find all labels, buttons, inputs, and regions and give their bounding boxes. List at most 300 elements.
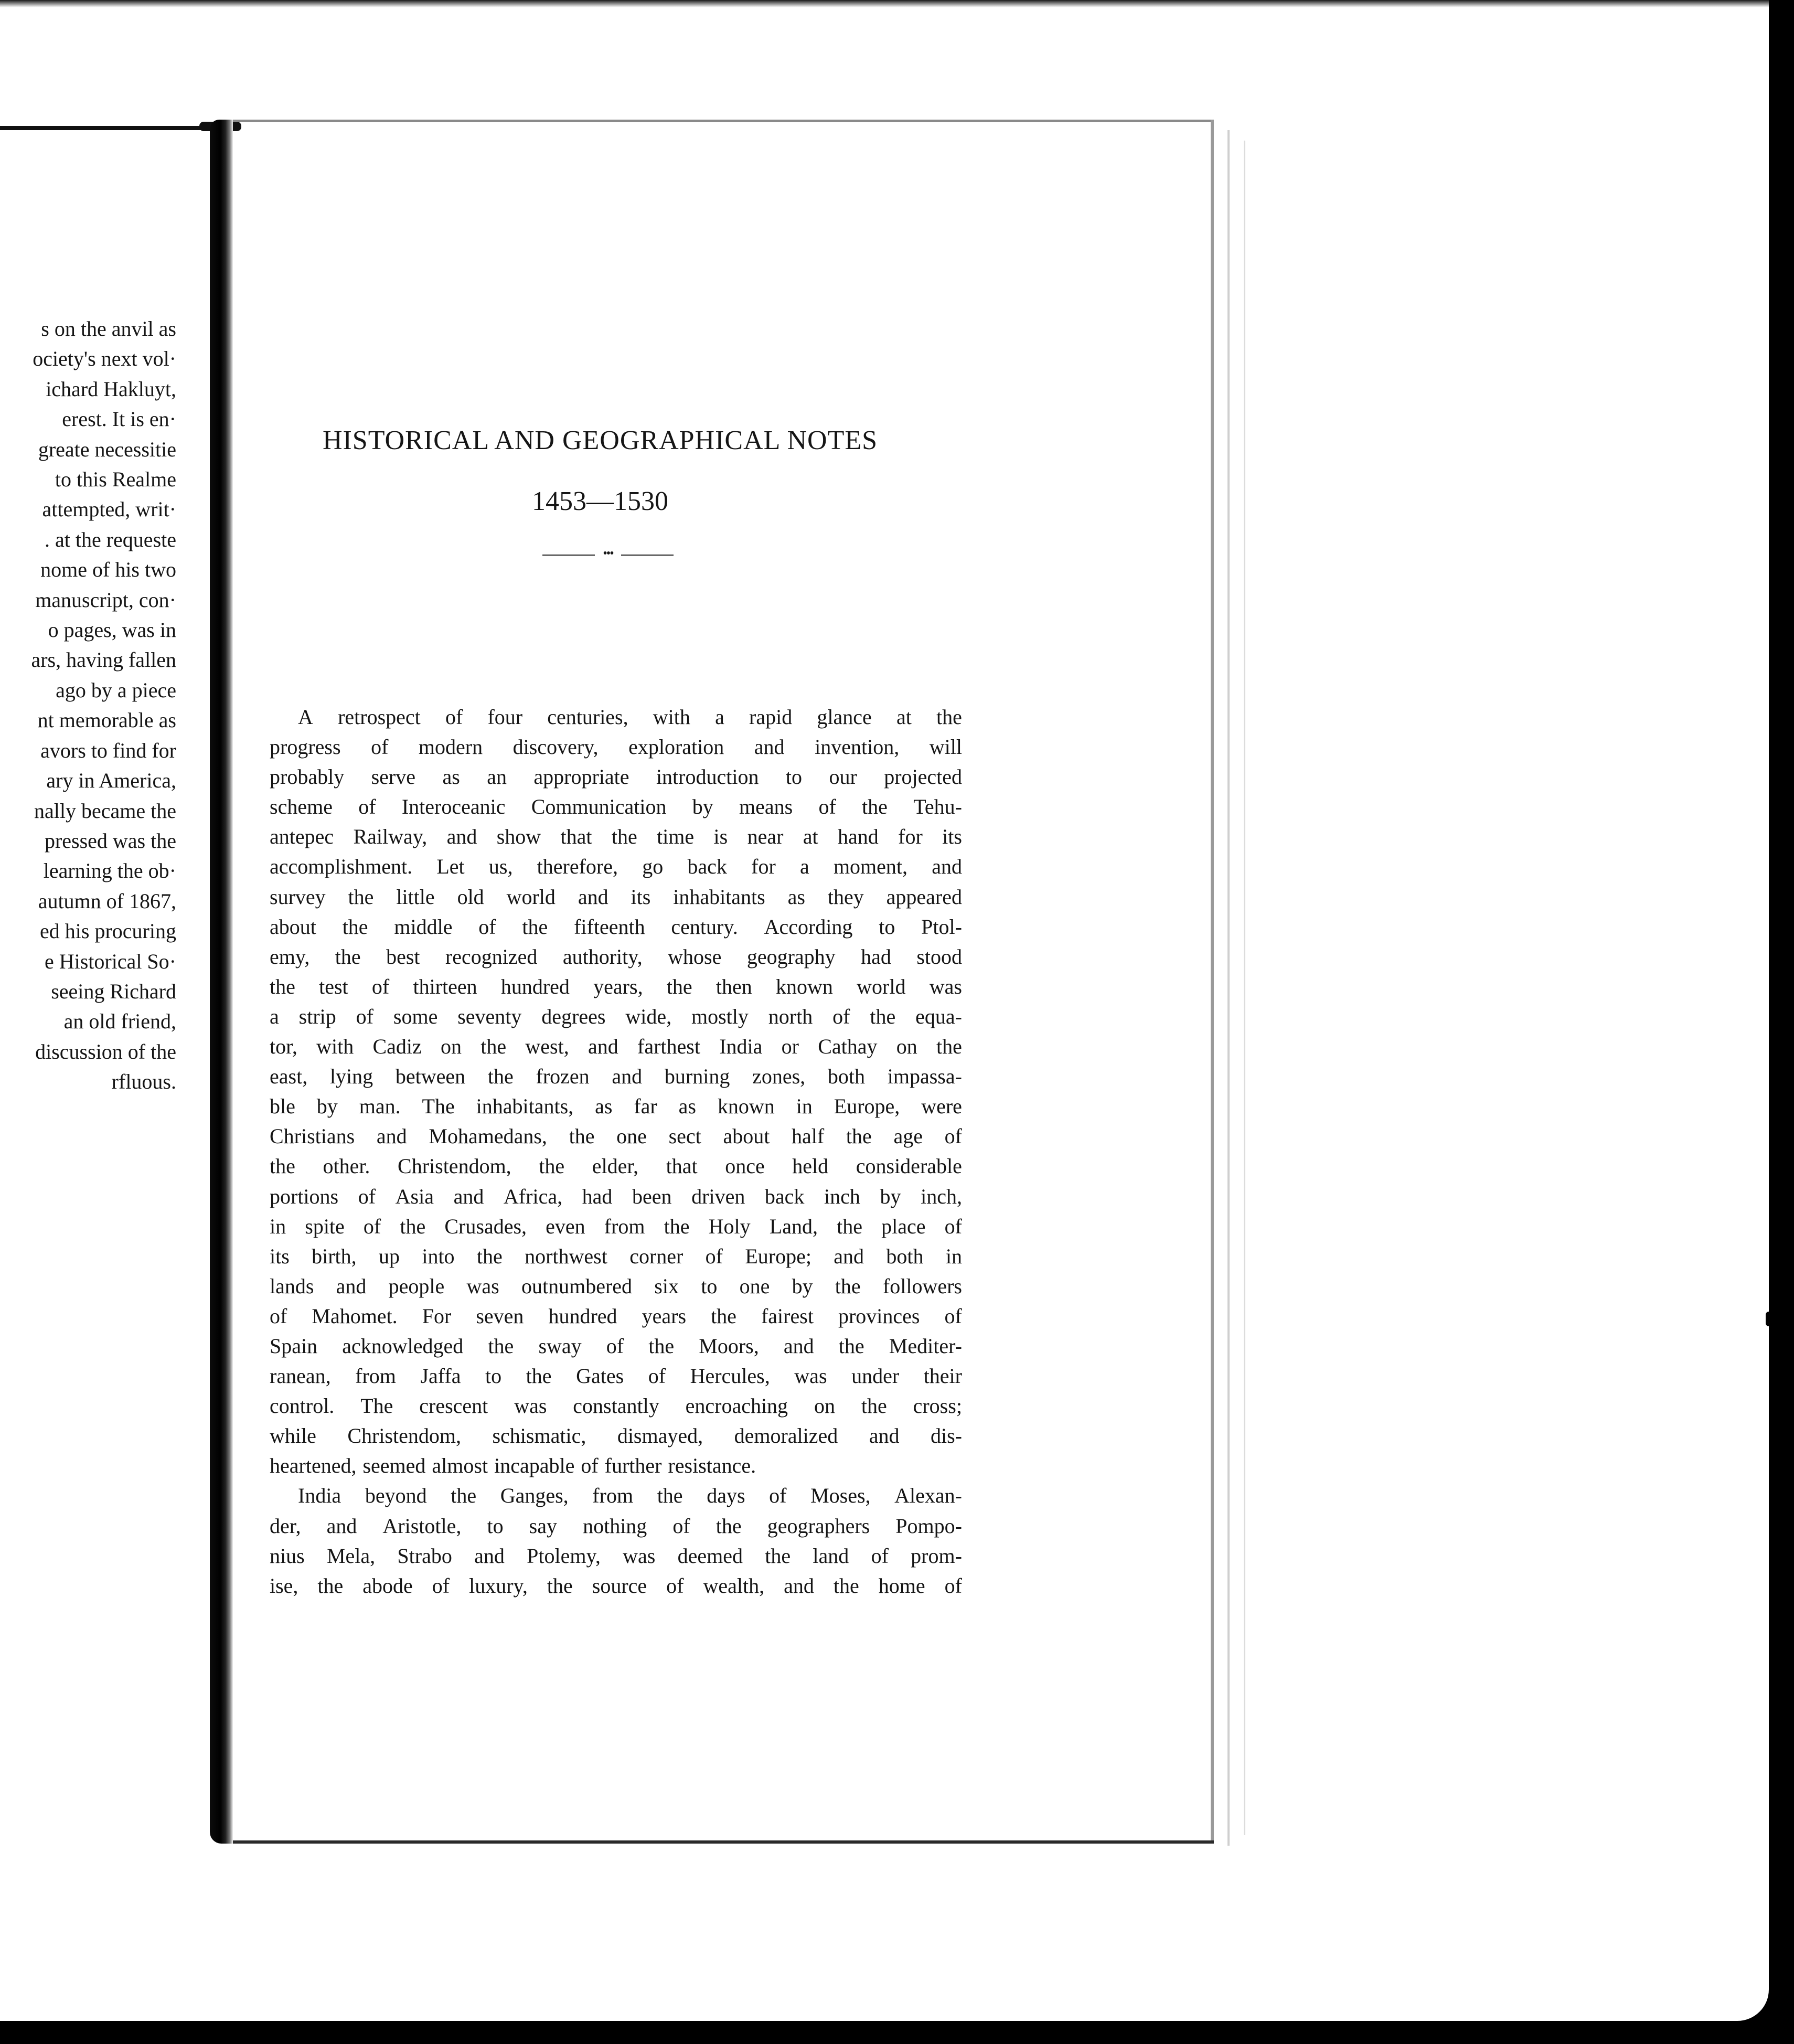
word: antepec	[270, 825, 334, 849]
word: century.	[671, 914, 738, 939]
word: the	[342, 914, 368, 939]
word: inch,	[921, 1184, 962, 1208]
word: hundred	[500, 974, 570, 998]
word: us,	[488, 855, 513, 879]
word: wealth,	[703, 1573, 765, 1598]
word: of	[944, 1573, 962, 1598]
word: Moors,	[699, 1334, 759, 1358]
word: from	[604, 1214, 645, 1238]
word: northwest	[525, 1244, 607, 1268]
word: on	[814, 1394, 835, 1418]
word: of	[944, 1304, 962, 1328]
word: Hercules,	[690, 1364, 770, 1388]
text-line	[270, 702, 962, 732]
word: burning	[664, 1064, 730, 1089]
word: was	[623, 1543, 656, 1568]
word: nius	[270, 1543, 305, 1568]
ornament-rule-left	[542, 555, 595, 556]
word: of	[672, 1514, 690, 1538]
word: India	[298, 1484, 341, 1508]
word: of	[705, 1244, 723, 1268]
word: the	[488, 1334, 514, 1358]
text-line	[270, 1091, 962, 1121]
word: the	[664, 1214, 690, 1238]
word: wide,	[625, 1004, 672, 1028]
word: and	[869, 1424, 900, 1448]
word: of	[356, 1004, 373, 1028]
word: years	[642, 1304, 687, 1328]
word: the	[522, 914, 548, 939]
title-ornament	[542, 547, 674, 560]
word: Christians	[270, 1124, 355, 1148]
word: Gates	[576, 1364, 624, 1388]
word: as	[678, 1094, 696, 1119]
word: in	[270, 1214, 286, 1238]
word: ble	[270, 1094, 295, 1119]
word: the	[833, 1573, 859, 1598]
word: centuries,	[547, 705, 628, 729]
word: introduction	[656, 765, 759, 789]
word: For	[422, 1304, 452, 1328]
word: the	[862, 795, 888, 819]
word: farthest	[637, 1035, 700, 1059]
text-line	[270, 1271, 962, 1301]
word: Interoceanic	[401, 795, 506, 819]
text-line	[270, 1151, 962, 1181]
word: of	[432, 1573, 450, 1598]
word: at	[803, 825, 818, 849]
word: Mahomet.	[312, 1304, 398, 1328]
word: by	[316, 1094, 338, 1119]
word: exploration	[628, 735, 724, 759]
left-page-line: discussion of the	[35, 1039, 176, 1063]
word: and	[578, 885, 608, 909]
word: our	[829, 765, 857, 789]
text-line	[270, 1211, 962, 1241]
word: by	[692, 795, 713, 819]
word: deemed	[677, 1543, 743, 1568]
word: means	[739, 795, 793, 819]
chapter-years: 1453—1530	[532, 486, 668, 516]
page-top-edge	[233, 120, 1214, 122]
word: geography	[746, 944, 836, 968]
left-page-line: ichard Hakluyt,	[46, 377, 176, 401]
word: of	[944, 1214, 962, 1238]
word: elder,	[592, 1154, 639, 1178]
word: of	[648, 1364, 666, 1388]
word: hand	[838, 825, 879, 849]
word: of	[832, 1004, 850, 1028]
text-line	[270, 972, 962, 1002]
word: the	[838, 1334, 864, 1358]
word: Pompo-	[895, 1514, 962, 1538]
word: of	[666, 1573, 684, 1598]
word: people	[388, 1274, 445, 1298]
word: on	[441, 1035, 462, 1059]
word: further	[604, 1454, 662, 1478]
word: from	[355, 1364, 396, 1388]
word: some	[393, 1004, 438, 1028]
word: Ptol-	[921, 914, 962, 939]
word: the	[400, 1214, 426, 1238]
word: little	[396, 885, 435, 909]
word: held	[792, 1154, 829, 1178]
word: portions	[270, 1184, 339, 1208]
left-page-line: learning the ob·	[43, 859, 176, 883]
word: Strabo	[397, 1543, 452, 1568]
word: home	[878, 1573, 925, 1598]
word: the	[936, 1035, 962, 1059]
page-right-edge	[1211, 120, 1214, 1844]
left-page-text	[31, 314, 176, 1097]
text-line	[270, 1571, 962, 1601]
word: der,	[270, 1514, 301, 1538]
word: an	[487, 765, 507, 789]
word: survey	[270, 885, 326, 909]
word: Christendom,	[398, 1154, 511, 1178]
word: the	[861, 1394, 887, 1418]
word: west,	[525, 1035, 569, 1059]
word: provinces	[838, 1304, 920, 1328]
word: up	[379, 1244, 400, 1268]
left-page-line: an old friend,	[63, 1009, 176, 1034]
word: time	[657, 825, 695, 849]
text-line	[270, 732, 962, 762]
word: seven	[476, 1304, 524, 1328]
word: A	[298, 705, 313, 729]
word: test	[319, 974, 348, 998]
word: the	[317, 1573, 344, 1598]
page-bottom-edge	[233, 1840, 1214, 1844]
text-line	[270, 942, 962, 972]
word: of	[445, 705, 463, 729]
word: of	[818, 795, 836, 819]
word: the	[765, 1543, 791, 1568]
word: emy,	[270, 944, 310, 968]
left-page-top-rule	[0, 126, 210, 130]
ornament-dots: •••	[603, 547, 613, 560]
word: on	[896, 1035, 917, 1059]
left-page-line: pressed was the	[44, 828, 176, 853]
word: the	[666, 974, 692, 998]
word: degrees	[541, 1004, 606, 1028]
text-line	[270, 792, 962, 822]
word: will	[929, 735, 962, 759]
word: the	[487, 1064, 514, 1089]
text-line	[270, 882, 962, 912]
word: its	[942, 825, 962, 849]
word: geographers	[767, 1514, 870, 1538]
word: Communication	[531, 795, 667, 819]
word: as	[787, 885, 805, 909]
word: control.	[270, 1394, 335, 1418]
word: six	[654, 1274, 679, 1298]
word: of	[270, 1304, 287, 1328]
word: the	[451, 1484, 477, 1508]
left-page-line: rfluous.	[111, 1070, 176, 1094]
text-line	[270, 1511, 962, 1541]
word: whose	[668, 944, 722, 968]
word: cross;	[913, 1394, 962, 1418]
word: encroaching	[685, 1394, 788, 1418]
word: accomplishment.	[270, 855, 413, 879]
word: seventy	[457, 1004, 522, 1028]
word: its	[270, 1244, 290, 1268]
word: Let	[436, 855, 465, 879]
word: prom-	[911, 1543, 962, 1568]
left-page-line: avors to find for	[40, 738, 176, 762]
word: that	[560, 825, 592, 849]
word: seemed	[362, 1454, 426, 1478]
word: recognized	[445, 944, 538, 968]
word: progress	[270, 735, 341, 759]
word: with	[316, 1035, 354, 1059]
left-page-line: erest. It is en·	[62, 407, 176, 431]
word: place	[881, 1214, 926, 1238]
left-page-line: e Historical So·	[44, 949, 176, 973]
word: invention,	[815, 735, 900, 759]
word: lands	[270, 1274, 314, 1298]
text-line	[270, 1331, 962, 1361]
word: and	[474, 1543, 505, 1568]
right-page	[233, 120, 1214, 1844]
word: dis-	[930, 1424, 962, 1448]
word: man.	[359, 1094, 401, 1119]
word: of	[581, 1454, 599, 1478]
word: and	[453, 1184, 484, 1208]
left-page-line: autumn of 1867,	[38, 889, 176, 913]
word: their	[923, 1364, 962, 1388]
word: demoralized	[734, 1424, 838, 1448]
word: or	[781, 1035, 799, 1059]
ornament-rule-right	[621, 555, 674, 556]
word: crescent	[419, 1394, 488, 1418]
word: and	[612, 1064, 643, 1089]
left-page-line: ociety's next vol·	[33, 347, 176, 371]
word: best	[386, 944, 420, 968]
word: dismayed,	[617, 1424, 703, 1448]
word: acknowledged	[342, 1334, 464, 1358]
word: the	[870, 1004, 896, 1028]
left-page-line: seeing Richard	[51, 979, 176, 1003]
word: Ganges,	[500, 1484, 569, 1508]
word: lying	[329, 1064, 373, 1089]
word: sect	[668, 1124, 701, 1148]
page-stack-edge	[1227, 130, 1230, 1846]
word: appeared	[886, 885, 962, 909]
word: while	[270, 1424, 316, 1448]
word: were	[921, 1094, 962, 1119]
word: serve	[371, 765, 416, 789]
word: Mohamedans,	[429, 1124, 547, 1148]
text-line	[270, 1451, 962, 1481]
word: Crusades,	[444, 1214, 527, 1238]
word: of	[358, 795, 376, 819]
word: of	[944, 1124, 962, 1148]
word: therefore,	[537, 855, 618, 879]
word: The	[360, 1394, 393, 1418]
left-page-line: o pages, was in	[48, 618, 176, 642]
word: Cathay	[818, 1035, 878, 1059]
word: corner	[629, 1244, 684, 1268]
word: known	[776, 974, 833, 998]
word: was	[929, 974, 962, 998]
word: that	[666, 1154, 698, 1178]
word: authority,	[562, 944, 643, 968]
left-page-line: manuscript, con·	[35, 588, 176, 612]
body-text	[270, 702, 962, 1601]
word: both	[886, 1244, 924, 1268]
word: for	[751, 855, 776, 879]
word: land	[813, 1543, 849, 1568]
word: the	[526, 1364, 552, 1388]
word: both	[827, 1064, 865, 1089]
word: go	[642, 855, 664, 879]
text-line	[270, 1541, 962, 1571]
word: the	[480, 1035, 507, 1059]
word: in	[945, 1244, 962, 1268]
word: back	[764, 1184, 805, 1208]
word: the	[569, 1124, 595, 1148]
text-line	[270, 1031, 962, 1061]
text-line	[270, 1181, 962, 1211]
word: of	[358, 1184, 376, 1208]
word: the	[711, 1304, 736, 1328]
word: with	[653, 705, 690, 729]
chapter-title: HISTORICAL AND GEOGRAPHICAL NOTES	[322, 425, 878, 455]
left-page-line: ars, having fallen	[31, 648, 176, 672]
word: the	[657, 1484, 683, 1508]
word: then	[716, 974, 752, 998]
text-line	[270, 1002, 962, 1031]
word: fifteenth	[574, 914, 645, 939]
left-page-line: greate necessitie	[38, 437, 176, 461]
word: of	[606, 1334, 624, 1358]
word: birth,	[312, 1244, 357, 1268]
word: the	[270, 1154, 295, 1178]
word: half	[792, 1124, 825, 1148]
word: even	[546, 1214, 585, 1238]
word: show	[496, 825, 541, 849]
text-line	[270, 1421, 962, 1451]
text-line	[270, 1121, 962, 1151]
word: Mediter-	[889, 1334, 962, 1358]
word: a	[715, 705, 724, 729]
word: and	[588, 1035, 618, 1059]
word: equa-	[915, 1004, 962, 1028]
word: and	[784, 1573, 814, 1598]
word: far	[634, 1094, 657, 1119]
word: into	[422, 1244, 455, 1268]
word: tor,	[270, 1035, 297, 1059]
word: inch	[824, 1184, 860, 1208]
word: the	[837, 1214, 862, 1238]
word: and	[446, 825, 477, 849]
left-page-line: s on the anvil as	[41, 317, 176, 340]
word: modern	[418, 735, 483, 759]
word: from	[592, 1484, 634, 1508]
word: world	[506, 885, 556, 909]
word: a	[799, 855, 809, 879]
word: north	[768, 1004, 813, 1028]
text-line	[270, 1391, 962, 1421]
word: the	[348, 885, 374, 909]
word: Jaffa	[420, 1364, 461, 1388]
word: once	[725, 1154, 765, 1178]
word: about	[723, 1124, 770, 1148]
word: source	[592, 1573, 647, 1598]
word: strip	[298, 1004, 336, 1028]
word: the	[648, 1334, 675, 1358]
page-stack-edge	[1244, 141, 1245, 1835]
left-page-line: nally became the	[34, 799, 176, 823]
word: they	[827, 885, 864, 909]
word: was	[466, 1274, 499, 1298]
text-line	[270, 822, 962, 851]
book-gutter	[210, 120, 233, 1844]
word: Europe;	[745, 1244, 811, 1268]
word: Railway,	[353, 825, 428, 849]
word: known	[717, 1094, 775, 1119]
word: Alexan-	[894, 1484, 962, 1508]
word: constantly	[573, 1394, 659, 1418]
word: Holy	[708, 1214, 751, 1238]
word: driven	[691, 1184, 745, 1208]
word: near	[747, 825, 784, 849]
word: Mela,	[326, 1543, 376, 1568]
word: incapable	[494, 1454, 575, 1478]
word: world	[857, 974, 906, 998]
word: days	[707, 1484, 745, 1508]
left-page-line: ary in America,	[46, 769, 176, 793]
word: east,	[270, 1064, 308, 1089]
word: Aristotle,	[382, 1514, 462, 1538]
word: by	[792, 1274, 813, 1298]
word: Africa,	[503, 1184, 563, 1208]
word: stood	[916, 944, 962, 968]
text-line	[270, 1241, 962, 1271]
word: between	[395, 1064, 466, 1089]
word: old	[457, 885, 484, 909]
word: According	[764, 914, 853, 939]
left-page-line: attempted, writ·	[42, 497, 176, 521]
word: frozen	[536, 1064, 590, 1089]
text-line	[270, 912, 962, 942]
word: India	[719, 1035, 763, 1059]
left-page-line: . at the requeste	[45, 527, 176, 551]
word: Asia	[395, 1184, 434, 1208]
word: and	[336, 1274, 367, 1298]
word: under	[851, 1364, 900, 1388]
text-line	[270, 1361, 962, 1391]
word: to	[701, 1274, 718, 1298]
word: one	[616, 1124, 647, 1148]
left-page-line: nt memorable as	[37, 708, 176, 732]
word: Spain	[270, 1334, 318, 1358]
word: back	[687, 855, 727, 879]
word: and	[376, 1124, 407, 1148]
word: the	[335, 944, 361, 968]
word: The	[422, 1094, 455, 1119]
word: by	[880, 1184, 901, 1208]
word: had	[861, 944, 891, 968]
scan-top-edge	[0, 0, 1769, 7]
word: and	[834, 1244, 864, 1268]
word: Europe,	[834, 1094, 900, 1119]
word: zones,	[752, 1064, 806, 1089]
word: projected	[884, 765, 962, 789]
word: impassa-	[887, 1064, 962, 1089]
